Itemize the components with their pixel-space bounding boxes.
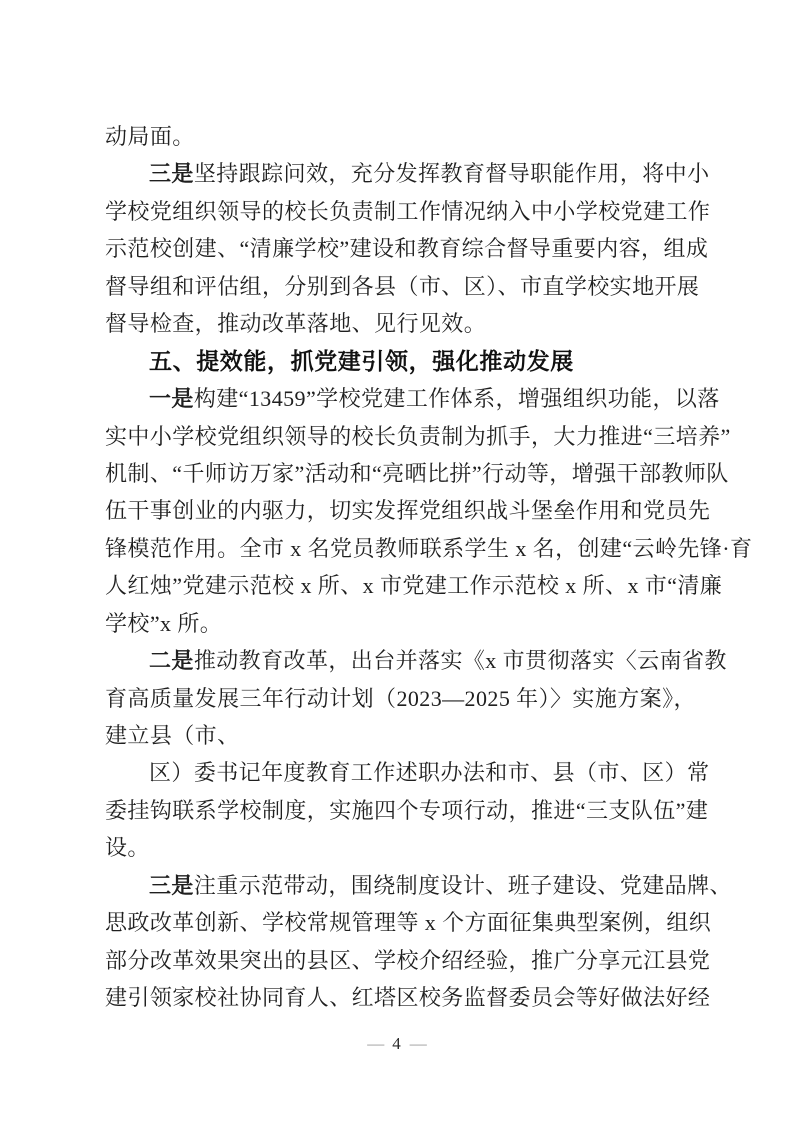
text-line [105,530,753,567]
text-line [105,792,709,829]
footer-left-dash: — [367,1034,384,1053]
text-run: 区）委书记年度教育工作述职办法和市、县（市、区）常 [149,760,710,786]
text-line [105,118,688,155]
text-line [105,418,731,455]
text-line [105,155,710,192]
text-run: 督导检查，推动改革落地、见行见效。 [105,311,487,337]
text-run: 部分改革效果突出的县区、学校介绍经验，推广分享元江县党 [105,947,711,973]
text-run: 五、提效能，抓党建引领，强化推动发展 [149,347,574,374]
text-run: 思政改革创新、学校常规管理等 x 个方面征集典型案例，组织 [105,910,712,936]
text-run: 学校”x 所。 [105,610,223,636]
text-line [105,305,688,342]
text-run: 二是 [149,648,194,674]
text-line [105,829,688,866]
text-line [105,268,700,305]
text-line [105,193,711,230]
document-body [105,118,753,1017]
text-run: 学校党组织领导的校长负责制工作情况纳入中小学校党建工作 [105,198,711,224]
text-line [105,492,711,529]
text-run: 委挂钩联系学校制度，实施四个专项行动，推进“三支队伍”建 [105,797,709,823]
page-number: 4 [392,1034,401,1053]
text-line [105,942,711,979]
text-line [105,717,688,754]
text-run: 伍干事创业的内驱力，切实发挥党组织战斗堡垒作用和党员先 [105,498,711,524]
text-line [105,230,709,267]
text-run: 动局面。 [105,124,195,149]
text-run: 人红烛”党建示范校 x 所、x 市党建工作示范校 x 所、x 市“清廉 [105,573,723,599]
text-run: 坚持跟踪问效，充分发挥教育督导职能作用，将中小 [193,161,710,187]
text-run: 督导组和评估组，分别到各县（市、区）、市直学校实地开展 [105,273,700,299]
text-run: 建引领家校社协同育人、红塔区校务监督委员会等好做法好经 [105,985,711,1011]
text-line [105,904,712,941]
page-footer [0,1032,793,1056]
text-line [105,567,723,604]
footer-right-dash: — [409,1034,426,1053]
text-run: 三是 [149,872,194,898]
text-run: 机制、“千师访万家”活动和“亮晒比拼”行动等，增强干部教师队 [105,460,729,486]
text-run: 推动教育改革，出台并落实《x 市贯彻落实〈云南省教 [193,648,727,674]
text-line [105,605,688,642]
text-line [105,455,729,492]
text-line [105,680,696,717]
text-line [105,380,720,417]
text-run: 注重示范带动，围绕制度设计、班子建设、党建品牌、 [193,872,732,898]
text-run: 设。 [105,835,150,861]
section-heading [105,343,688,380]
text-line [105,754,710,791]
text-run: 育高质量发展三年行动计划（2023—2025 年）〉实施方案》， [105,685,696,711]
text-run: 示范校创建、“清廉学校”建设和教育综合督导重要内容，组成 [105,236,709,262]
text-run: 锋模范作用。全市 x 名党员教师联系学生 x 名，创建“云岭先锋·育 [105,535,753,561]
text-run: 一是 [149,386,194,412]
text-line [105,979,711,1016]
text-run: 构建“13459”学校党建工作体系，增强组织功能，以落 [193,386,720,412]
text-run: 建立县（市、 [105,723,240,748]
text-line [105,642,727,679]
text-line [105,867,732,904]
text-run: 三是 [149,161,194,187]
text-run: 实中小学校党组织领导的校长负责制为抓手，大力推进“三培养” [105,423,731,449]
